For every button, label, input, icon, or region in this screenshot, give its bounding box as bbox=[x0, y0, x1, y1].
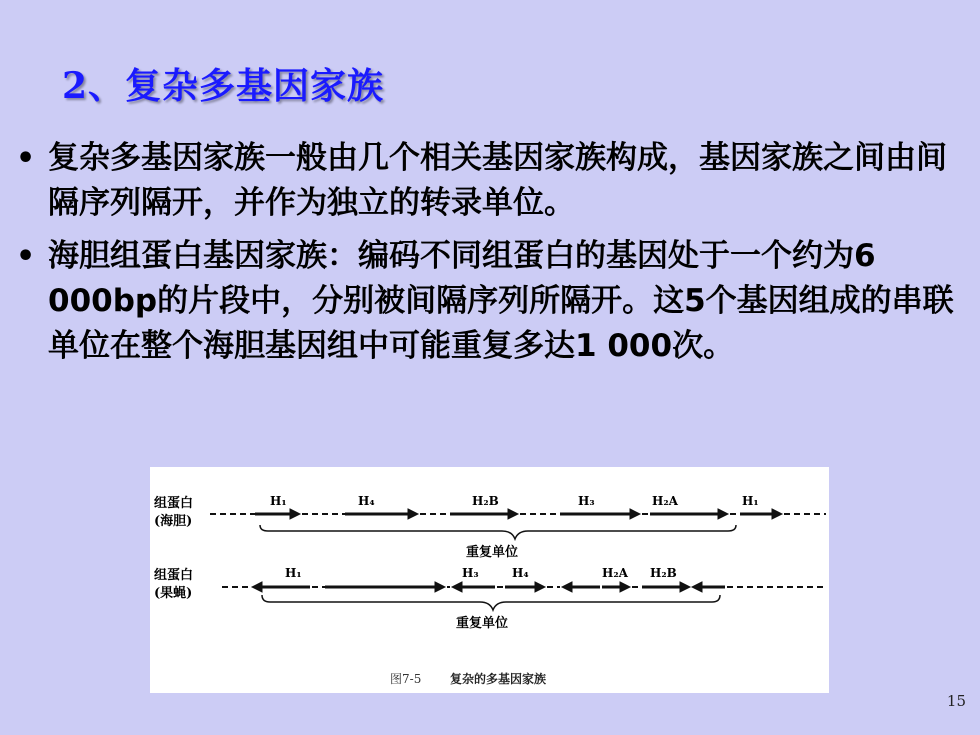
row1-label-line1: 组蛋白 bbox=[154, 496, 194, 511]
row2-gene-label: H₁ bbox=[285, 566, 302, 580]
bullet-text: 复杂多基因家族一般由几个相关基因家族构成，基因家族之间由间隔序列隔开，并作为独立的转录单位。 bbox=[48, 140, 947, 221]
bullet-text: 海胆组蛋白基因家族：编码不同组蛋白的基因处于一个约为6 000bp的片段中，分别被间隔序列所隔开。这5个基因组成的串联单位在整个海胆基因组中可能重复多达1 000次。 bbox=[48, 238, 954, 364]
row1-brace-label: 重复单位 bbox=[466, 545, 519, 560]
bullet-item bbox=[8, 234, 958, 369]
row1-gene-label: H₁ bbox=[742, 494, 759, 508]
row1-label-line2: (海胆) bbox=[154, 514, 193, 529]
row2-label-line2: (果蝇) bbox=[154, 586, 193, 601]
row2-gene-label: H₂A bbox=[602, 566, 628, 580]
row2-gene-label: H₃ bbox=[462, 566, 479, 580]
row2-brace-label: 重复单位 bbox=[456, 616, 509, 631]
slide-title: 2、复杂多基因家族 bbox=[62, 65, 385, 107]
bullet-item bbox=[8, 136, 958, 226]
row1-gene-label: H₂B bbox=[472, 494, 499, 508]
row1-gene-line bbox=[210, 509, 826, 519]
row1-repeat-brace bbox=[260, 525, 736, 539]
row1-gene-label: H₂A bbox=[652, 494, 678, 508]
figure-caption-number: 图7-5 bbox=[390, 672, 422, 686]
row1-gene-label: H₁ bbox=[270, 494, 287, 508]
bullet-list bbox=[8, 136, 958, 377]
histone-gene-figure bbox=[150, 467, 829, 693]
row2-gene-label: H₄ bbox=[512, 566, 529, 580]
row1-gene-label: H₃ bbox=[578, 494, 595, 508]
bullet-dot-icon: • bbox=[16, 239, 36, 274]
row2-gene-line bbox=[222, 582, 826, 592]
page-number: 15 bbox=[946, 692, 966, 710]
row2-repeat-brace bbox=[262, 595, 720, 610]
figure-caption-text: 复杂的多基因家族 bbox=[450, 672, 547, 686]
row2-label-line1: 组蛋白 bbox=[154, 568, 194, 583]
bullet-dot-icon: • bbox=[16, 141, 36, 176]
row2-gene-label: H₂B bbox=[650, 566, 677, 580]
row1-gene-label: H₄ bbox=[358, 494, 375, 508]
